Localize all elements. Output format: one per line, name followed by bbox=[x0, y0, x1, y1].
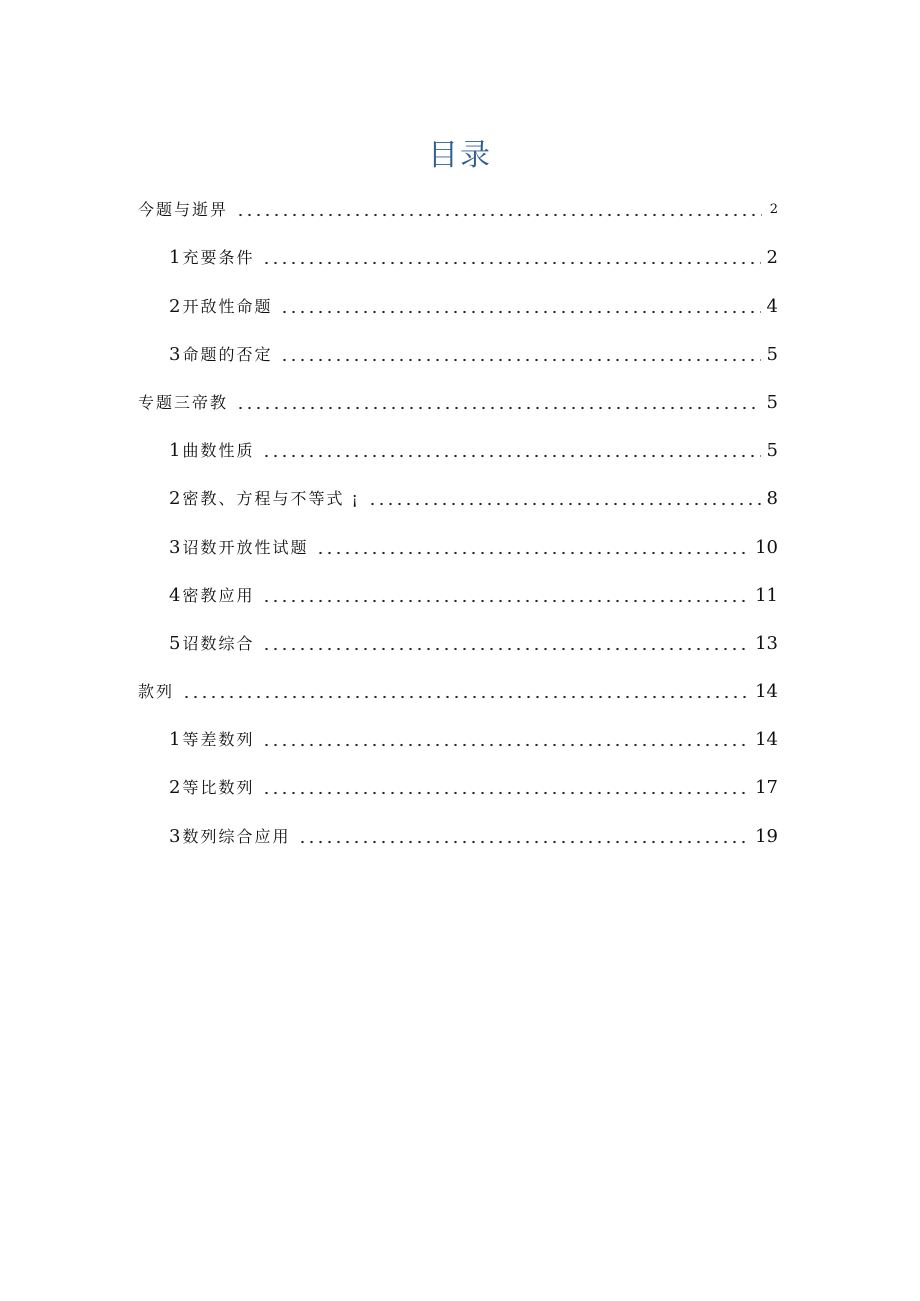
dot-leader bbox=[298, 840, 749, 844]
toc-entry-text: 曲数性质 bbox=[182, 441, 255, 461]
toc-page-number: 14 bbox=[755, 729, 778, 751]
toc-entry-text: 专题三帝教 bbox=[138, 392, 229, 412]
toc-entry-number: 1 bbox=[169, 247, 181, 269]
toc-entry-label bbox=[169, 586, 254, 606]
dot-leader bbox=[262, 261, 760, 265]
toc-entry-label bbox=[169, 441, 254, 461]
toc-page-number: 4 bbox=[766, 295, 778, 317]
toc-chapter-entry[interactable] bbox=[138, 178, 778, 226]
toc-entry-number: 2 bbox=[169, 295, 181, 317]
toc-page-number: 5 bbox=[766, 440, 778, 462]
dot-leader bbox=[280, 310, 760, 314]
toc-entry-label bbox=[138, 393, 228, 413]
toc-entry-label bbox=[138, 682, 174, 702]
toc-entry-label bbox=[169, 345, 272, 365]
toc-entry-label bbox=[169, 827, 290, 847]
toc-page-number: 17 bbox=[755, 777, 778, 799]
toc-entry-text: 密教应用 bbox=[182, 585, 255, 605]
toc-entry-number: 3 bbox=[169, 343, 181, 365]
toc-page-number: 11 bbox=[755, 584, 778, 606]
toc-entry-text: 等比数列 bbox=[182, 778, 255, 798]
dot-leader bbox=[236, 213, 762, 217]
dot-leader bbox=[182, 695, 749, 699]
toc-entry-label bbox=[169, 634, 254, 654]
toc-entry-number: 2 bbox=[169, 777, 181, 799]
toc-section-entry[interactable] bbox=[138, 323, 778, 371]
dot-leader bbox=[236, 406, 761, 410]
toc-page-number: 13 bbox=[755, 632, 778, 654]
toc-section-entry[interactable] bbox=[138, 515, 778, 563]
toc-page-number: 2 bbox=[769, 202, 778, 218]
dot-leader bbox=[262, 743, 749, 747]
toc-section-entry[interactable] bbox=[138, 226, 778, 274]
toc-entry-number: 3 bbox=[169, 825, 181, 847]
toc-entry-label bbox=[169, 248, 254, 268]
toc-entry-number: 1 bbox=[169, 729, 181, 751]
toc-page-number: 8 bbox=[766, 488, 778, 510]
toc-section-entry[interactable] bbox=[138, 564, 778, 612]
table-of-contents bbox=[138, 178, 778, 853]
dot-leader bbox=[368, 502, 761, 506]
toc-chapter-entry[interactable] bbox=[138, 371, 778, 419]
toc-entry-text: 数列综合应用 bbox=[182, 826, 291, 846]
toc-entry-label bbox=[138, 200, 228, 220]
toc-section-entry[interactable] bbox=[138, 708, 778, 756]
toc-entry-number: 5 bbox=[169, 632, 181, 654]
toc-page-number: 19 bbox=[755, 825, 778, 847]
toc-entry-text: 密教、方程与不等式 ¡ bbox=[182, 489, 360, 509]
toc-section-entry[interactable] bbox=[138, 467, 778, 515]
toc-entry-text: 诏数综合 bbox=[182, 633, 255, 653]
toc-entry-number: 2 bbox=[169, 488, 181, 510]
toc-section-entry[interactable] bbox=[138, 804, 778, 852]
toc-entry-label bbox=[169, 730, 254, 750]
toc-entry-label bbox=[169, 297, 272, 317]
toc-entry-number: 1 bbox=[169, 440, 181, 462]
toc-entry-text: 今题与逝畀 bbox=[138, 200, 229, 220]
toc-page-number: 10 bbox=[755, 536, 778, 558]
dot-leader bbox=[280, 358, 760, 362]
toc-entry-text: 开敌性命题 bbox=[182, 296, 273, 316]
toc-section-entry[interactable] bbox=[138, 274, 778, 322]
toc-title: 目录 bbox=[428, 138, 492, 173]
toc-entry-text: 命题的否定 bbox=[182, 344, 273, 364]
toc-page-number: 5 bbox=[766, 391, 778, 413]
toc-page-number: 14 bbox=[755, 681, 778, 703]
toc-entry-text: 充要条件 bbox=[182, 248, 255, 268]
toc-section-entry[interactable] bbox=[138, 419, 778, 467]
toc-entry-label bbox=[169, 538, 308, 558]
dot-leader bbox=[262, 647, 749, 651]
toc-page-number: 2 bbox=[766, 247, 778, 269]
dot-leader bbox=[262, 791, 749, 795]
toc-chapter-entry[interactable] bbox=[138, 660, 778, 708]
dot-leader bbox=[262, 454, 760, 458]
toc-entry-number: 4 bbox=[169, 584, 181, 606]
toc-entry-text: 等差数列 bbox=[182, 730, 255, 750]
toc-entry-number: 3 bbox=[169, 536, 181, 558]
toc-entry-text: 诏数开放性试题 bbox=[182, 537, 309, 557]
toc-section-entry[interactable] bbox=[138, 612, 778, 660]
toc-page-number: 5 bbox=[766, 343, 778, 365]
dot-leader bbox=[316, 551, 749, 555]
toc-section-entry[interactable] bbox=[138, 756, 778, 804]
toc-entry-label bbox=[169, 778, 254, 798]
dot-leader bbox=[262, 599, 749, 603]
toc-entry-label bbox=[169, 489, 360, 509]
toc-entry-text: 款列 bbox=[138, 682, 175, 702]
